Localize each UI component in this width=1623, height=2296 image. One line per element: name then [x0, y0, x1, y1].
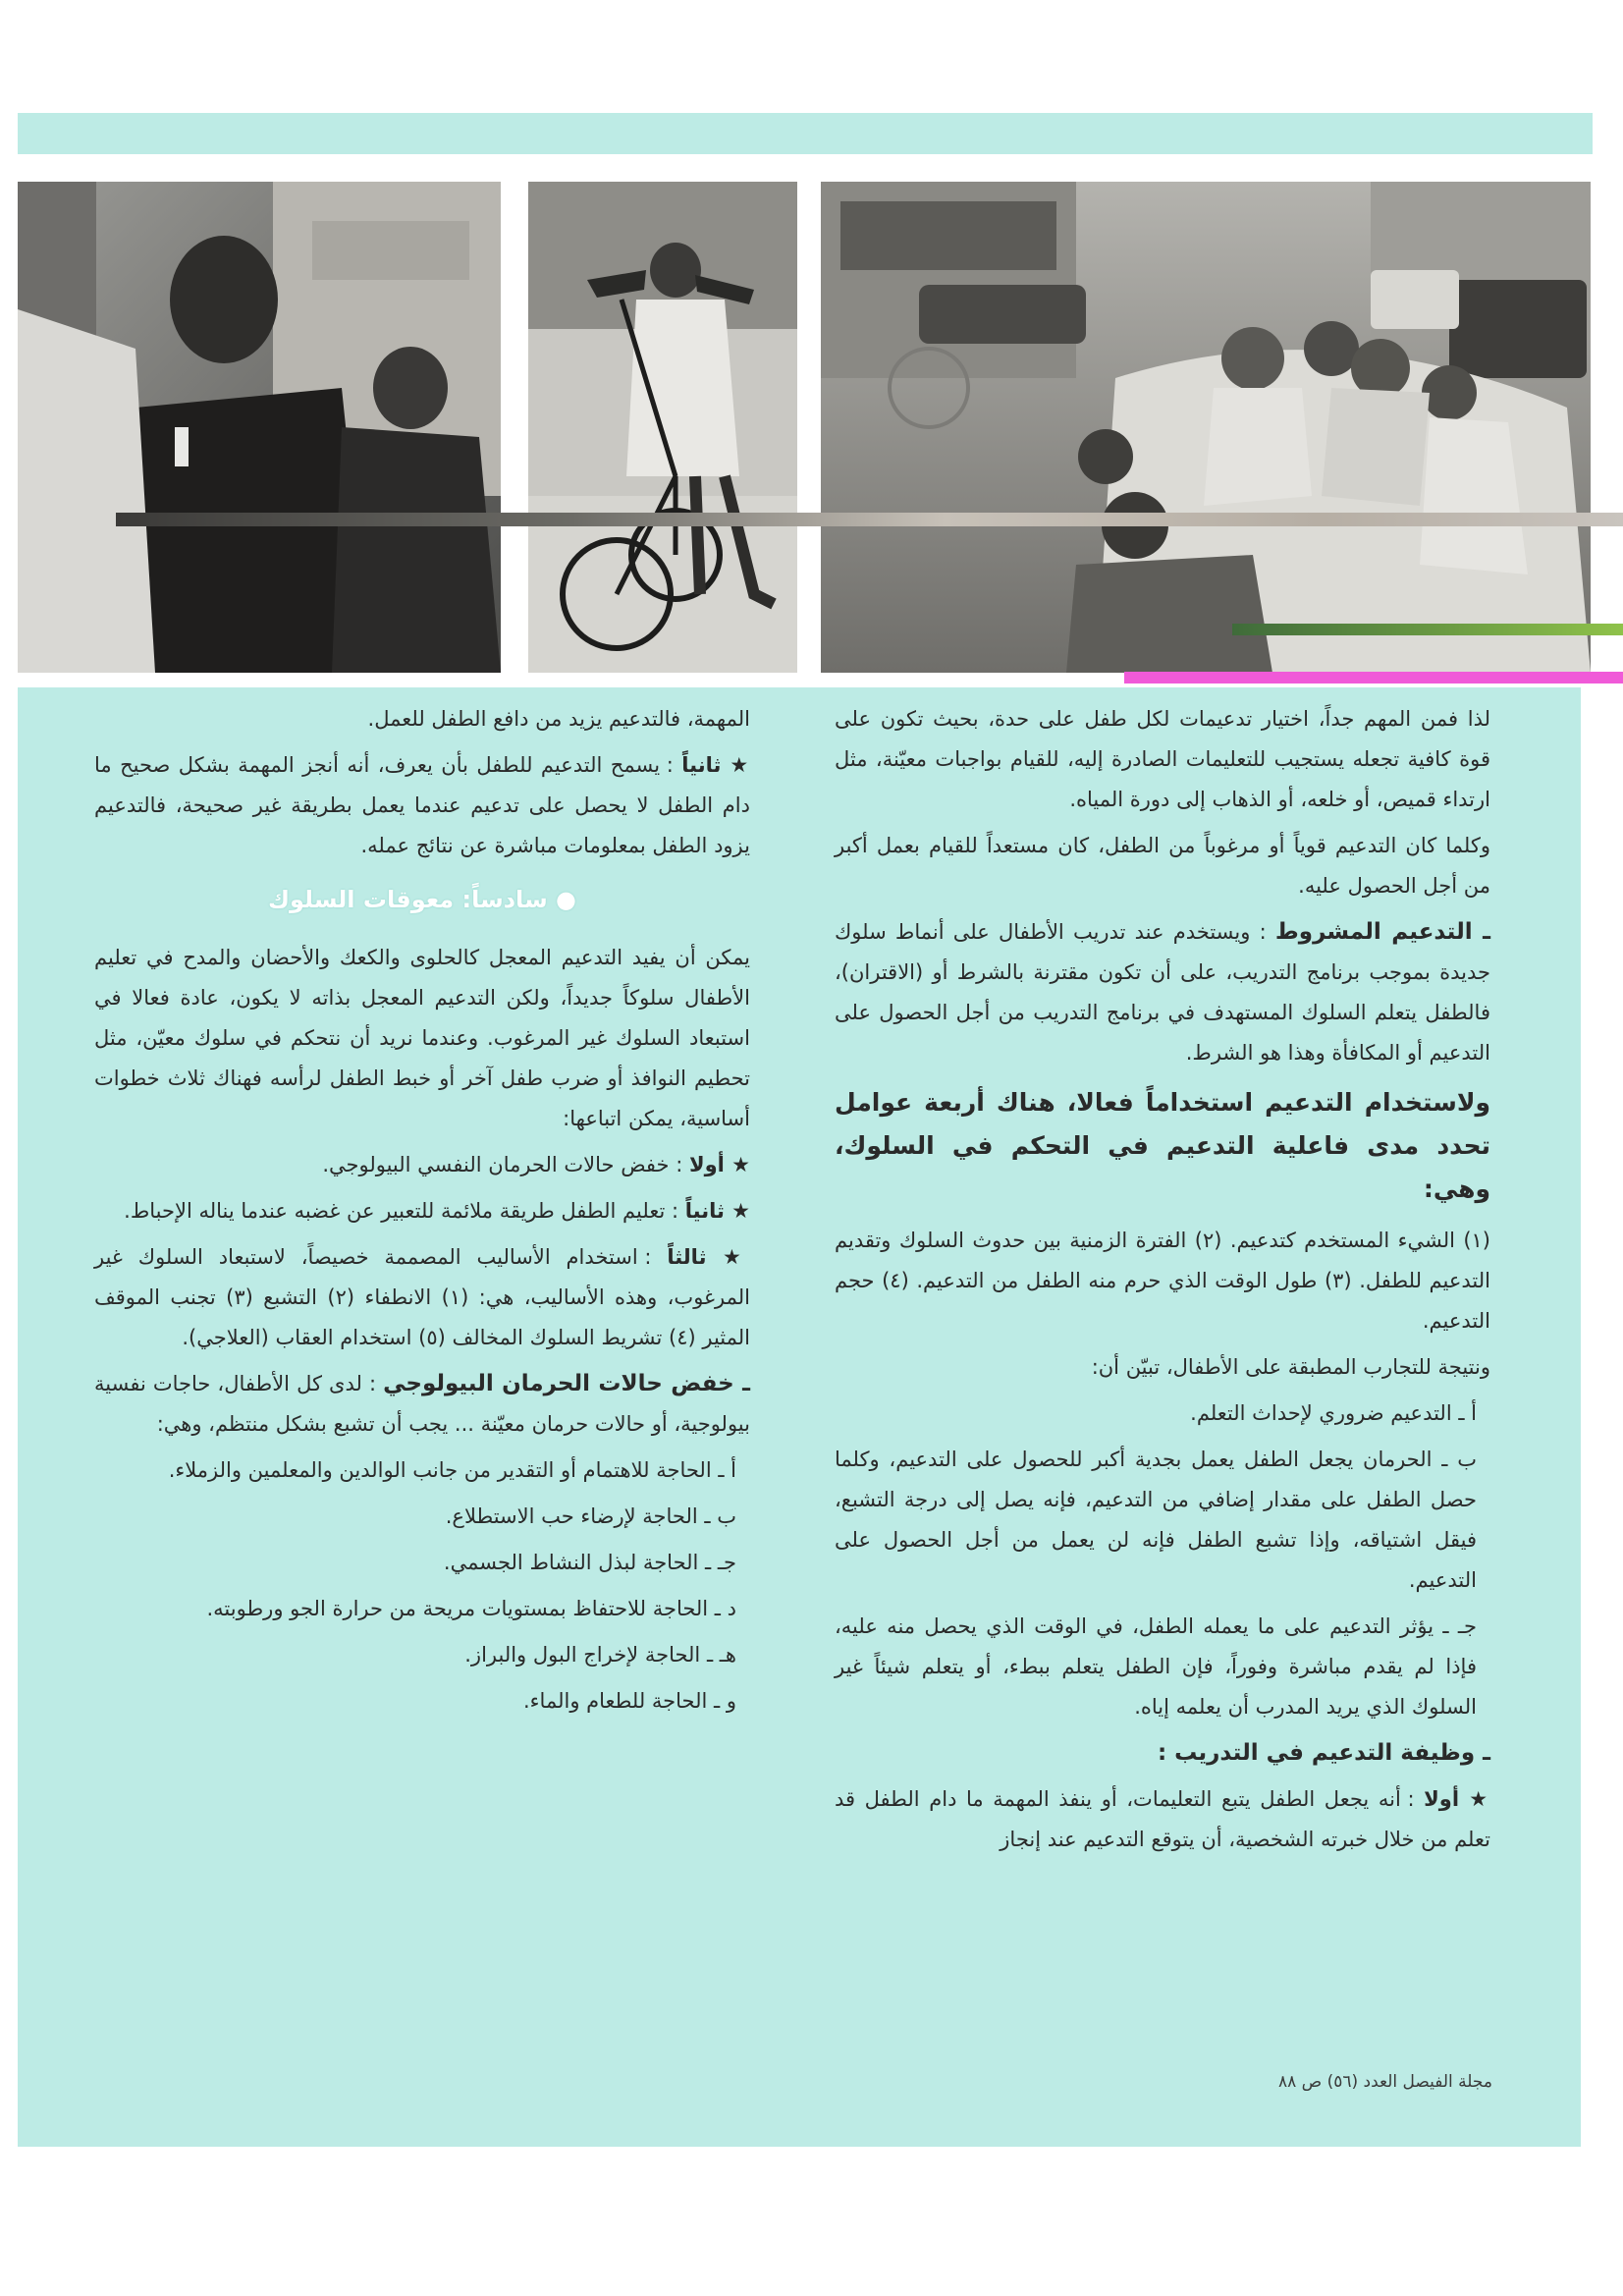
paragraph: وكلما كان التدعيم قوياً أو مرغوباً من الطفل، كان مستعداً للقيام بعمل أكبر من أجل الحصول عليه.: [835, 834, 1490, 898]
paragraph: يمكن أن يفيد التدعيم المعجل كالحلوى والكعك والأحضان والمدح في تعليم الأطفال سلوكاً جديداً، ولكن التدعيم المعجل بذاته لا يكون، عادة فعالا في استبعاد السلوك غير المرغوب. وعندما نريد أن نتحكم في سلوك معيّن، مثل تحطيم النوافذ أو ضرب طفل آخر أو خبط الطفل لرأسه فهناك ثلاث خطوات أساسية، يمكن اتباعها:: [94, 946, 750, 1130]
page-footer: مجلة الفيصل العدد (٥٦) ص ٨٨: [1277, 2072, 1492, 2092]
paragraph: [94, 1145, 750, 1185]
paragraph: [835, 1779, 1490, 1860]
paragraph: ونتيجة للتجارب المطبقة على الأطفال، تبيّن أن:: [1091, 1355, 1490, 1379]
scan-artifact-bar: [116, 513, 1623, 526]
paragraph: [94, 1191, 750, 1231]
paragraph-text: : تعليم الطفل طريقة ملائمة للتعبير عن غضبه عندما يناله الإحباط.: [124, 1199, 679, 1223]
subheading: ـ وظيفة التدعيم في التدريب :: [1157, 1740, 1490, 1766]
list-item: جـ ـ يؤثر التدعيم على ما يعمله الطفل، في الوقت الذي يحصل منه عليه، فإذا لم يقدم مباشرة وفوراً، فإن الطفل يتعلم ببطء، أو يتعلم شيئاً غير السلوك الذي يريد المدرب أن يعلمه إياه.: [835, 1614, 1477, 1719]
paragraph: (١) الشيء المستخدم كتدعيم. (٢) الفترة الزمنية بين حدوث السلوك وتقديم التدعيم للطفل. (٣) طول الوقت الذي حرم منه الطفل من التدعيم. (٤) حجم التدعيم.: [835, 1229, 1490, 1333]
subheading: ـ التدعيم المشروط: [1274, 919, 1490, 945]
list-item: و ـ الحاجة للطعام والماء.: [523, 1689, 736, 1713]
section-title: ● سادساً: معوقات السلوك: [268, 886, 576, 913]
paragraph: [835, 912, 1490, 1073]
photo-boy-adult-alley: [18, 182, 501, 673]
scan-artifact-bar: [1124, 672, 1623, 683]
left-column: [94, 699, 750, 1727]
subheading: ـ خفض حالات الحرمان البيولوجي: [383, 1371, 750, 1396]
star-label: ★ ثانياً: [681, 753, 750, 777]
list-item: أ ـ الحاجة للاهتمام أو التقدير من جانب الوالدين والمعلمين والزملاء.: [168, 1458, 736, 1482]
paragraph: [94, 1364, 750, 1445]
paragraph-text: : خفض حالات الحرمان النفسي البيولوجي.: [322, 1153, 683, 1176]
paragraph-text: : لدى كل الأطفال، حاجات نفسية بيولوجية، أو حالات حرمان معيّنة ... يجب أن تشبع بشكل منتظم، وهي:: [94, 1372, 750, 1436]
paragraph-text: : استخدام الأساليب المصممة خصيصاً، لاستبعاد السلوك غير المرغوب، وهذه الأساليب، هي: (١) الانطفاء (٢) التشبع (٣) تجنب الموقف المثير (٤) تشريط السلوك المخالف (٥) استخدام العقاب (العلاجي).: [94, 1245, 750, 1349]
list-item: هـ ـ الحاجة لإخراج البول والبراز.: [464, 1643, 736, 1667]
photo-boy-bicycle: [528, 182, 797, 673]
star-label: ★ ثالثاً: [667, 1245, 750, 1269]
paragraph: المهمة، فالتدعيم يزيد من دافع الطفل للعمل.: [367, 707, 750, 731]
paragraph: [94, 1237, 750, 1358]
paragraph-text: : يسمح التدعيم للطفل بأن يعرف، أنه أنجز المهمة بشكل صحيح ما دام الطفل لا يحصل على تدعيم عندما يعمل بطريقة غير صحيحة، فالتدعيم يزود الطفل بمعلومات مباشرة عن نتائج عمله.: [94, 753, 750, 857]
paragraph: لذا فمن المهم جداً، اختيار تدعيمات لكل طفل على حدة، بحيث تكون على قوة كافية تجعله يستجيب للتعليمات الصادرة إليه، للقيام بواجبات معيّنة، مثل ارتداء قميص، أو خلعه، أو الذهاب إلى دورة المياه.: [835, 707, 1490, 811]
top-color-band: [18, 113, 1593, 154]
list-item: ب ـ الحاجة لإرضاء حب الاستطلاع.: [445, 1504, 736, 1528]
list-item: ب ـ الحرمان يجعل الطفل يعمل بجدية أكبر للحصول على التدعيم، وكلما حصل الطفل على مقدار إضافي من التدعيم، فإنه يصل إلى درجة التشبع، فيقل اشتياقه، وإذا تشبع الطفل فإنه لن يعمل من أجل الحصول على التدعيم.: [835, 1448, 1477, 1592]
star-label: ★ ثانياً: [684, 1199, 750, 1223]
scan-artifact-bar: [1232, 624, 1623, 635]
star-label: ★ أولا: [688, 1153, 750, 1176]
paragraph-text: : أنه يجعل الطفل يتبع التعليمات، أو ينفذ المهمة ما دام الطفل قد تعلم من خلال خبرته الشخصية، أن يتوقع التدعيم عند إنجاز: [835, 1787, 1490, 1851]
paragraph-text: : ويستخدم عند تدريب الأطفال على أنماط سلوك جديدة بموجب برنامج التدريب، على أن تكون مقترنة بالشرط أو (الاقتران)، فالطفل يتعلم السلوك المستهدف في برنامج التدريب من أجل الحصول على التدعيم أو المكافأة وهذا هو الشرط.: [835, 920, 1490, 1065]
list-item: جـ ـ الحاجة لبذل النشاط الجسمي.: [443, 1551, 736, 1574]
star-label: ★ أولا: [1424, 1787, 1490, 1811]
list-item: د ـ الحاجة للاحتفاظ بمستويات مريحة من حرارة الجو ورطوبته.: [206, 1597, 736, 1620]
paragraph: [94, 745, 750, 866]
list-item: أ ـ التدعيم ضروري لإحداث التعلم.: [1190, 1401, 1477, 1425]
photo-children-street-car: [821, 182, 1591, 673]
right-column: [835, 699, 1490, 1866]
lead-heading: ولاستخدام التدعيم استخداماً فعالا، هناك أربعة عوامل تحدد مدى فاعلية التدعيم في التحكم في السلوك، وهي:: [835, 1088, 1490, 1203]
